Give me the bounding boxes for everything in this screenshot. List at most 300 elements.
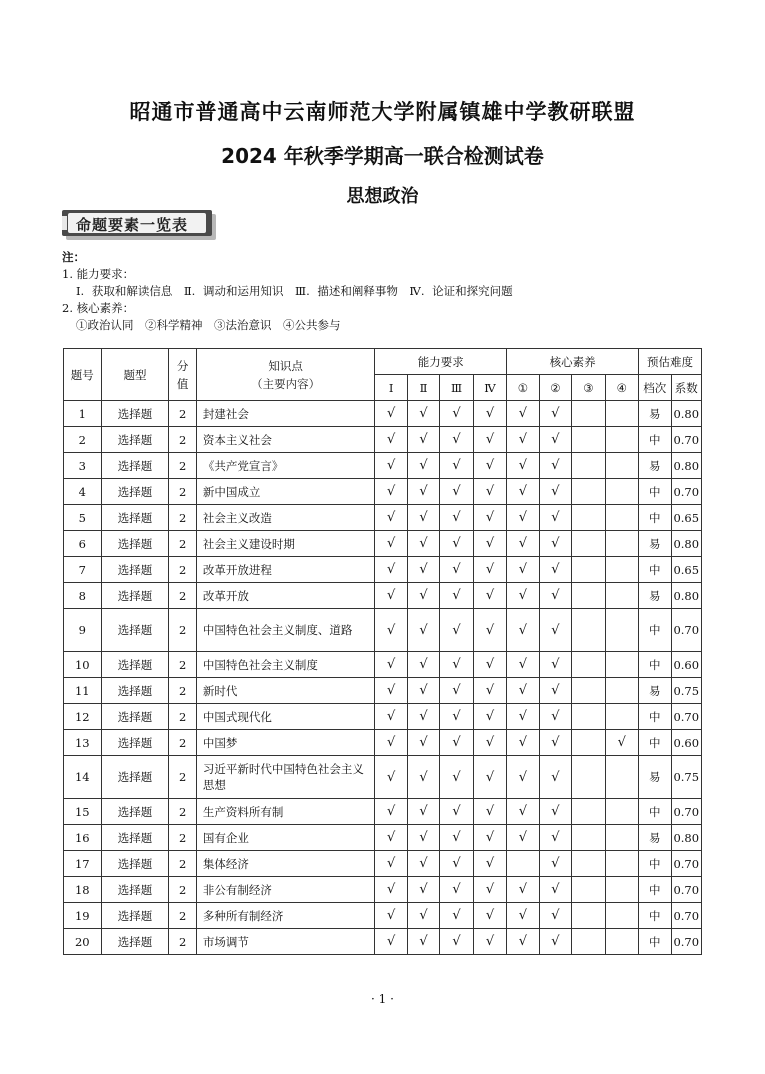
- cell-coef: 0.70: [671, 903, 702, 929]
- cell-score: 2: [169, 652, 196, 678]
- col-knowledge-label: 知识点: [268, 358, 303, 373]
- cell-type: 选择题: [101, 557, 169, 583]
- cell-literacy-2: √: [539, 401, 571, 427]
- cell-knowledge: 资本主义社会: [196, 427, 375, 453]
- cell-ability-4: √: [473, 401, 506, 427]
- cell-literacy-3: [572, 531, 605, 557]
- cell-coef: 0.80: [671, 583, 702, 609]
- cell-level: 中: [639, 903, 671, 929]
- cell-ability-4: √: [473, 799, 506, 825]
- cell-coef: 0.80: [671, 531, 702, 557]
- cell-ability-4: √: [473, 903, 506, 929]
- cell-literacy-3: [572, 704, 605, 730]
- cell-literacy-1: √: [507, 479, 539, 505]
- cell-literacy-4: [605, 427, 638, 453]
- cell-literacy-2: √: [539, 825, 571, 851]
- cell-ability-1: √: [375, 825, 407, 851]
- cell-score: 2: [169, 583, 196, 609]
- cell-literacy-3: [572, 427, 605, 453]
- cell-ability-3: √: [440, 877, 473, 903]
- cell-knowledge: 中国特色社会主义制度: [196, 652, 375, 678]
- cell-literacy-1: √: [507, 678, 539, 704]
- cell-literacy-3: [572, 756, 605, 799]
- cell-literacy-4: √: [605, 730, 638, 756]
- cell-ability-3: √: [440, 427, 473, 453]
- notes: [62, 249, 513, 334]
- cell-ability-1: √: [375, 903, 407, 929]
- cell-ability-3: √: [440, 799, 473, 825]
- cell-literacy-1: √: [507, 704, 539, 730]
- cell-ability-4: √: [473, 825, 506, 851]
- cell-ability-2: √: [407, 531, 439, 557]
- cell-level: 易: [639, 453, 671, 479]
- table-row: [64, 505, 702, 531]
- cell-literacy-3: [572, 479, 605, 505]
- cell-ability-4: √: [473, 730, 506, 756]
- col-difficulty: 预估难度: [639, 349, 702, 375]
- cell-literacy-3: [572, 678, 605, 704]
- table-row: [64, 704, 702, 730]
- cell-literacy-4: [605, 929, 638, 955]
- cell-coef: 0.80: [671, 825, 702, 851]
- cell-type: 选择题: [101, 531, 169, 557]
- col-type: 题型: [101, 349, 169, 401]
- cell-type: 选择题: [101, 583, 169, 609]
- cell-ability-3: √: [440, 531, 473, 557]
- cell-num: 4: [64, 479, 102, 505]
- cell-ability-3: √: [440, 583, 473, 609]
- cell-literacy-1: √: [507, 505, 539, 531]
- cell-literacy-2: √: [539, 505, 571, 531]
- table-row: [64, 825, 702, 851]
- col-coef: 系数: [671, 375, 702, 401]
- cell-knowledge: 集体经济: [196, 851, 375, 877]
- cell-level: 中: [639, 851, 671, 877]
- table-row: [64, 756, 702, 799]
- cell-ability-3: √: [440, 756, 473, 799]
- cell-ability-2: √: [407, 730, 439, 756]
- cell-score: 2: [169, 453, 196, 479]
- cell-ability-3: √: [440, 609, 473, 652]
- cell-type: 选择题: [101, 756, 169, 799]
- cell-coef: 0.70: [671, 799, 702, 825]
- cell-ability-3: √: [440, 505, 473, 531]
- col-knowledge: [196, 349, 375, 401]
- cell-literacy-3: [572, 730, 605, 756]
- section-banner: [62, 210, 216, 240]
- cell-num: 18: [64, 877, 102, 903]
- cell-knowledge: 《共产党宣言》: [196, 453, 375, 479]
- cell-type: 选择题: [101, 877, 169, 903]
- cell-ability-3: √: [440, 479, 473, 505]
- cell-knowledge: 市场调节: [196, 929, 375, 955]
- cell-score: 2: [169, 851, 196, 877]
- cell-literacy-2: √: [539, 557, 571, 583]
- cell-ability-1: √: [375, 851, 407, 877]
- requirements-table: [63, 348, 702, 955]
- cell-ability-3: √: [440, 678, 473, 704]
- cell-ability-1: √: [375, 531, 407, 557]
- cell-score: 2: [169, 557, 196, 583]
- cell-literacy-3: [572, 929, 605, 955]
- cell-ability-3: √: [440, 401, 473, 427]
- cell-num: 14: [64, 756, 102, 799]
- cell-num: 20: [64, 929, 102, 955]
- cell-literacy-1: √: [507, 401, 539, 427]
- cell-ability-2: √: [407, 799, 439, 825]
- col-ability-1: Ⅰ: [375, 375, 407, 401]
- cell-type: 选择题: [101, 929, 169, 955]
- cell-ability-4: √: [473, 505, 506, 531]
- cell-literacy-4: [605, 851, 638, 877]
- cell-literacy-1: √: [507, 652, 539, 678]
- cell-ability-4: √: [473, 453, 506, 479]
- cell-literacy-3: [572, 652, 605, 678]
- cell-level: 中: [639, 877, 671, 903]
- cell-score: 2: [169, 730, 196, 756]
- cell-coef: 0.70: [671, 427, 702, 453]
- cell-literacy-3: [572, 799, 605, 825]
- cell-literacy-2: √: [539, 678, 571, 704]
- cell-ability-4: √: [473, 877, 506, 903]
- cell-coef: 0.70: [671, 704, 702, 730]
- cell-num: 2: [64, 427, 102, 453]
- cell-ability-2: √: [407, 825, 439, 851]
- cell-score: 2: [169, 505, 196, 531]
- table-row: [64, 479, 702, 505]
- cell-num: 7: [64, 557, 102, 583]
- cell-type: 选择题: [101, 678, 169, 704]
- cell-level: 中: [639, 799, 671, 825]
- col-literacy-2: ②: [539, 375, 571, 401]
- cell-score: 2: [169, 877, 196, 903]
- cell-ability-1: √: [375, 427, 407, 453]
- cell-ability-4: √: [473, 583, 506, 609]
- cell-ability-4: √: [473, 678, 506, 704]
- cell-score: 2: [169, 531, 196, 557]
- cell-knowledge: 社会主义改造: [196, 505, 375, 531]
- ability-items: Ⅰ. 获取和解读信息 Ⅱ. 调动和运用知识 Ⅲ. 描述和阐释事物 Ⅳ. 论证和探究问题: [76, 284, 513, 298]
- cell-num: 12: [64, 704, 102, 730]
- cell-literacy-2: √: [539, 730, 571, 756]
- cell-literacy-1: √: [507, 730, 539, 756]
- cell-level: 中: [639, 427, 671, 453]
- cell-num: 15: [64, 799, 102, 825]
- cell-literacy-2: √: [539, 903, 571, 929]
- table-row: [64, 652, 702, 678]
- cell-level: 中: [639, 479, 671, 505]
- cell-ability-2: √: [407, 427, 439, 453]
- cell-ability-1: √: [375, 609, 407, 652]
- cell-literacy-2: √: [539, 479, 571, 505]
- cell-score: 2: [169, 427, 196, 453]
- cell-num: 19: [64, 903, 102, 929]
- table-row: [64, 427, 702, 453]
- cell-num: 5: [64, 505, 102, 531]
- table-body: [64, 401, 702, 955]
- cell-score: 2: [169, 401, 196, 427]
- table-row: [64, 453, 702, 479]
- table-row: [64, 730, 702, 756]
- cell-coef: 0.65: [671, 557, 702, 583]
- cell-level: 中: [639, 704, 671, 730]
- cell-coef: 0.70: [671, 851, 702, 877]
- cell-knowledge: 非公有制经济: [196, 877, 375, 903]
- cell-ability-4: √: [473, 851, 506, 877]
- cell-score: 2: [169, 479, 196, 505]
- cell-literacy-1: √: [507, 877, 539, 903]
- cell-literacy-4: [605, 453, 638, 479]
- cell-coef: 0.80: [671, 453, 702, 479]
- cell-ability-2: √: [407, 505, 439, 531]
- cell-score: 2: [169, 903, 196, 929]
- table-row: [64, 678, 702, 704]
- cell-ability-1: √: [375, 401, 407, 427]
- cell-type: 选择题: [101, 704, 169, 730]
- table-row: [64, 929, 702, 955]
- cell-num: 3: [64, 453, 102, 479]
- cell-knowledge: 国有企业: [196, 825, 375, 851]
- cell-literacy-2: √: [539, 877, 571, 903]
- cell-ability-3: √: [440, 557, 473, 583]
- cell-literacy-2: √: [539, 799, 571, 825]
- cell-type: 选择题: [101, 505, 169, 531]
- cell-ability-1: √: [375, 756, 407, 799]
- cell-literacy-2: √: [539, 609, 571, 652]
- cell-num: 1: [64, 401, 102, 427]
- col-ability: 能力要求: [375, 349, 507, 375]
- cell-level: 中: [639, 929, 671, 955]
- cell-literacy-1: √: [507, 903, 539, 929]
- cell-ability-1: √: [375, 505, 407, 531]
- cell-level: 易: [639, 678, 671, 704]
- cell-knowledge: 习近平新时代中国特色社会主义思想: [196, 756, 375, 799]
- cell-score: 2: [169, 825, 196, 851]
- cell-ability-1: √: [375, 678, 407, 704]
- col-literacy-3: ③: [572, 375, 605, 401]
- cell-knowledge: 改革开放进程: [196, 557, 375, 583]
- cell-coef: 0.65: [671, 505, 702, 531]
- cell-coef: 0.80: [671, 401, 702, 427]
- cell-knowledge: 社会主义建设时期: [196, 531, 375, 557]
- cell-knowledge: 改革开放: [196, 583, 375, 609]
- cell-num: 6: [64, 531, 102, 557]
- cell-coef: 0.70: [671, 929, 702, 955]
- cell-ability-2: √: [407, 557, 439, 583]
- cell-literacy-4: [605, 825, 638, 851]
- cell-ability-4: √: [473, 929, 506, 955]
- cell-literacy-4: [605, 557, 638, 583]
- col-level: 档次: [639, 375, 671, 401]
- cell-ability-4: √: [473, 427, 506, 453]
- cell-level: 中: [639, 730, 671, 756]
- cell-literacy-1: √: [507, 799, 539, 825]
- cell-coef: 0.70: [671, 609, 702, 652]
- cell-ability-1: √: [375, 799, 407, 825]
- cell-ability-3: √: [440, 453, 473, 479]
- cell-ability-2: √: [407, 903, 439, 929]
- cell-level: 中: [639, 609, 671, 652]
- cell-literacy-4: [605, 903, 638, 929]
- table-row: [64, 583, 702, 609]
- page-number: · 1 ·: [371, 992, 394, 1006]
- col-literacy-1: ①: [507, 375, 539, 401]
- cell-coef: 0.70: [671, 877, 702, 903]
- cell-ability-2: √: [407, 583, 439, 609]
- cell-score: 2: [169, 704, 196, 730]
- cell-literacy-1: √: [507, 609, 539, 652]
- col-literacy: 核心素养: [507, 349, 639, 375]
- cell-ability-4: √: [473, 704, 506, 730]
- cell-ability-1: √: [375, 652, 407, 678]
- cell-ability-1: √: [375, 453, 407, 479]
- cell-ability-3: √: [440, 652, 473, 678]
- cell-ability-4: √: [473, 557, 506, 583]
- cell-literacy-4: [605, 678, 638, 704]
- cell-ability-2: √: [407, 609, 439, 652]
- cell-literacy-2: √: [539, 427, 571, 453]
- col-ability-3: Ⅲ: [440, 375, 473, 401]
- col-ability-4: Ⅳ: [473, 375, 506, 401]
- table-row: [64, 531, 702, 557]
- col-ability-2: Ⅱ: [407, 375, 439, 401]
- cell-num: 10: [64, 652, 102, 678]
- cell-coef: 0.70: [671, 479, 702, 505]
- cell-ability-1: √: [375, 479, 407, 505]
- cell-ability-2: √: [407, 929, 439, 955]
- cell-score: 2: [169, 799, 196, 825]
- subject-title: 思想政治: [346, 186, 419, 207]
- cell-literacy-1: √: [507, 583, 539, 609]
- cell-knowledge: 生产资料所有制: [196, 799, 375, 825]
- cell-num: 8: [64, 583, 102, 609]
- cell-literacy-1: √: [507, 929, 539, 955]
- cell-ability-2: √: [407, 678, 439, 704]
- col-score: [169, 349, 196, 401]
- banner-tab: [62, 216, 67, 230]
- cell-ability-3: √: [440, 929, 473, 955]
- ability-title: 1. 能力要求：: [62, 267, 135, 281]
- table-row: [64, 609, 702, 652]
- col-num: 题号: [64, 349, 102, 401]
- cell-ability-1: √: [375, 730, 407, 756]
- cell-literacy-4: [605, 756, 638, 799]
- cell-literacy-1: √: [507, 557, 539, 583]
- cell-literacy-3: [572, 609, 605, 652]
- literacy-items: ①政治认同 ②科学精神 ③法治意识 ④公共参与: [76, 318, 341, 332]
- cell-coef: 0.75: [671, 678, 702, 704]
- cell-literacy-4: [605, 531, 638, 557]
- cell-literacy-2: √: [539, 756, 571, 799]
- cell-level: 易: [639, 531, 671, 557]
- cell-type: 选择题: [101, 799, 169, 825]
- cell-num: 9: [64, 609, 102, 652]
- literacy-title: 2. 核心素养：: [62, 301, 135, 315]
- table-row: [64, 799, 702, 825]
- cell-ability-2: √: [407, 479, 439, 505]
- cell-num: 16: [64, 825, 102, 851]
- cell-num: 11: [64, 678, 102, 704]
- cell-type: 选择题: [101, 903, 169, 929]
- cell-knowledge: 中国梦: [196, 730, 375, 756]
- cell-literacy-3: [572, 903, 605, 929]
- cell-ability-4: √: [473, 756, 506, 799]
- cell-num: 13: [64, 730, 102, 756]
- cell-coef: 0.60: [671, 652, 702, 678]
- cell-type: 选择题: [101, 401, 169, 427]
- cell-ability-2: √: [407, 401, 439, 427]
- cell-literacy-3: [572, 851, 605, 877]
- exam-title: 2024 年秋季学期高一联合检测试卷: [221, 144, 544, 168]
- cell-ability-3: √: [440, 704, 473, 730]
- cell-knowledge: 中国特色社会主义制度、道路: [196, 609, 375, 652]
- cell-literacy-1: √: [507, 756, 539, 799]
- banner-frame: [62, 210, 212, 236]
- cell-literacy-3: [572, 557, 605, 583]
- cell-type: 选择题: [101, 730, 169, 756]
- cell-type: 选择题: [101, 825, 169, 851]
- cell-ability-4: √: [473, 531, 506, 557]
- cell-literacy-1: √: [507, 427, 539, 453]
- cell-type: 选择题: [101, 479, 169, 505]
- cell-literacy-4: [605, 704, 638, 730]
- cell-literacy-2: √: [539, 453, 571, 479]
- cell-literacy-1: √: [507, 453, 539, 479]
- cell-literacy-4: [605, 652, 638, 678]
- cell-ability-2: √: [407, 652, 439, 678]
- col-literacy-4: ④: [605, 375, 638, 401]
- cell-ability-3: √: [440, 851, 473, 877]
- cell-ability-3: √: [440, 825, 473, 851]
- cell-score: 2: [169, 609, 196, 652]
- cell-literacy-4: [605, 799, 638, 825]
- cell-level: 易: [639, 401, 671, 427]
- notes-head: 注：: [62, 250, 85, 264]
- cell-literacy-3: [572, 453, 605, 479]
- cell-literacy-2: √: [539, 531, 571, 557]
- col-score-label: 分值: [176, 358, 189, 391]
- cell-ability-3: √: [440, 730, 473, 756]
- table-row: [64, 877, 702, 903]
- cell-coef: 0.75: [671, 756, 702, 799]
- cell-literacy-3: [572, 583, 605, 609]
- cell-ability-2: √: [407, 704, 439, 730]
- cell-ability-1: √: [375, 557, 407, 583]
- cell-literacy-4: [605, 609, 638, 652]
- cell-literacy-2: √: [539, 704, 571, 730]
- cell-coef: 0.60: [671, 730, 702, 756]
- cell-ability-2: √: [407, 756, 439, 799]
- cell-type: 选择题: [101, 453, 169, 479]
- cell-knowledge: 多种所有制经济: [196, 903, 375, 929]
- col-knowledge-sub: （主要内容）: [251, 376, 321, 391]
- cell-ability-1: √: [375, 583, 407, 609]
- exam-union-title: 昭通市普通高中云南师范大学附属镇雄中学教研联盟: [129, 100, 636, 124]
- cell-ability-1: √: [375, 929, 407, 955]
- cell-knowledge: 封建社会: [196, 401, 375, 427]
- cell-ability-4: √: [473, 609, 506, 652]
- cell-knowledge: 新中国成立: [196, 479, 375, 505]
- cell-literacy-3: [572, 825, 605, 851]
- cell-type: 选择题: [101, 609, 169, 652]
- cell-type: 选择题: [101, 851, 169, 877]
- cell-ability-1: √: [375, 877, 407, 903]
- cell-ability-3: √: [440, 903, 473, 929]
- cell-literacy-4: [605, 505, 638, 531]
- cell-literacy-3: [572, 401, 605, 427]
- cell-score: 2: [169, 678, 196, 704]
- cell-literacy-1: √: [507, 531, 539, 557]
